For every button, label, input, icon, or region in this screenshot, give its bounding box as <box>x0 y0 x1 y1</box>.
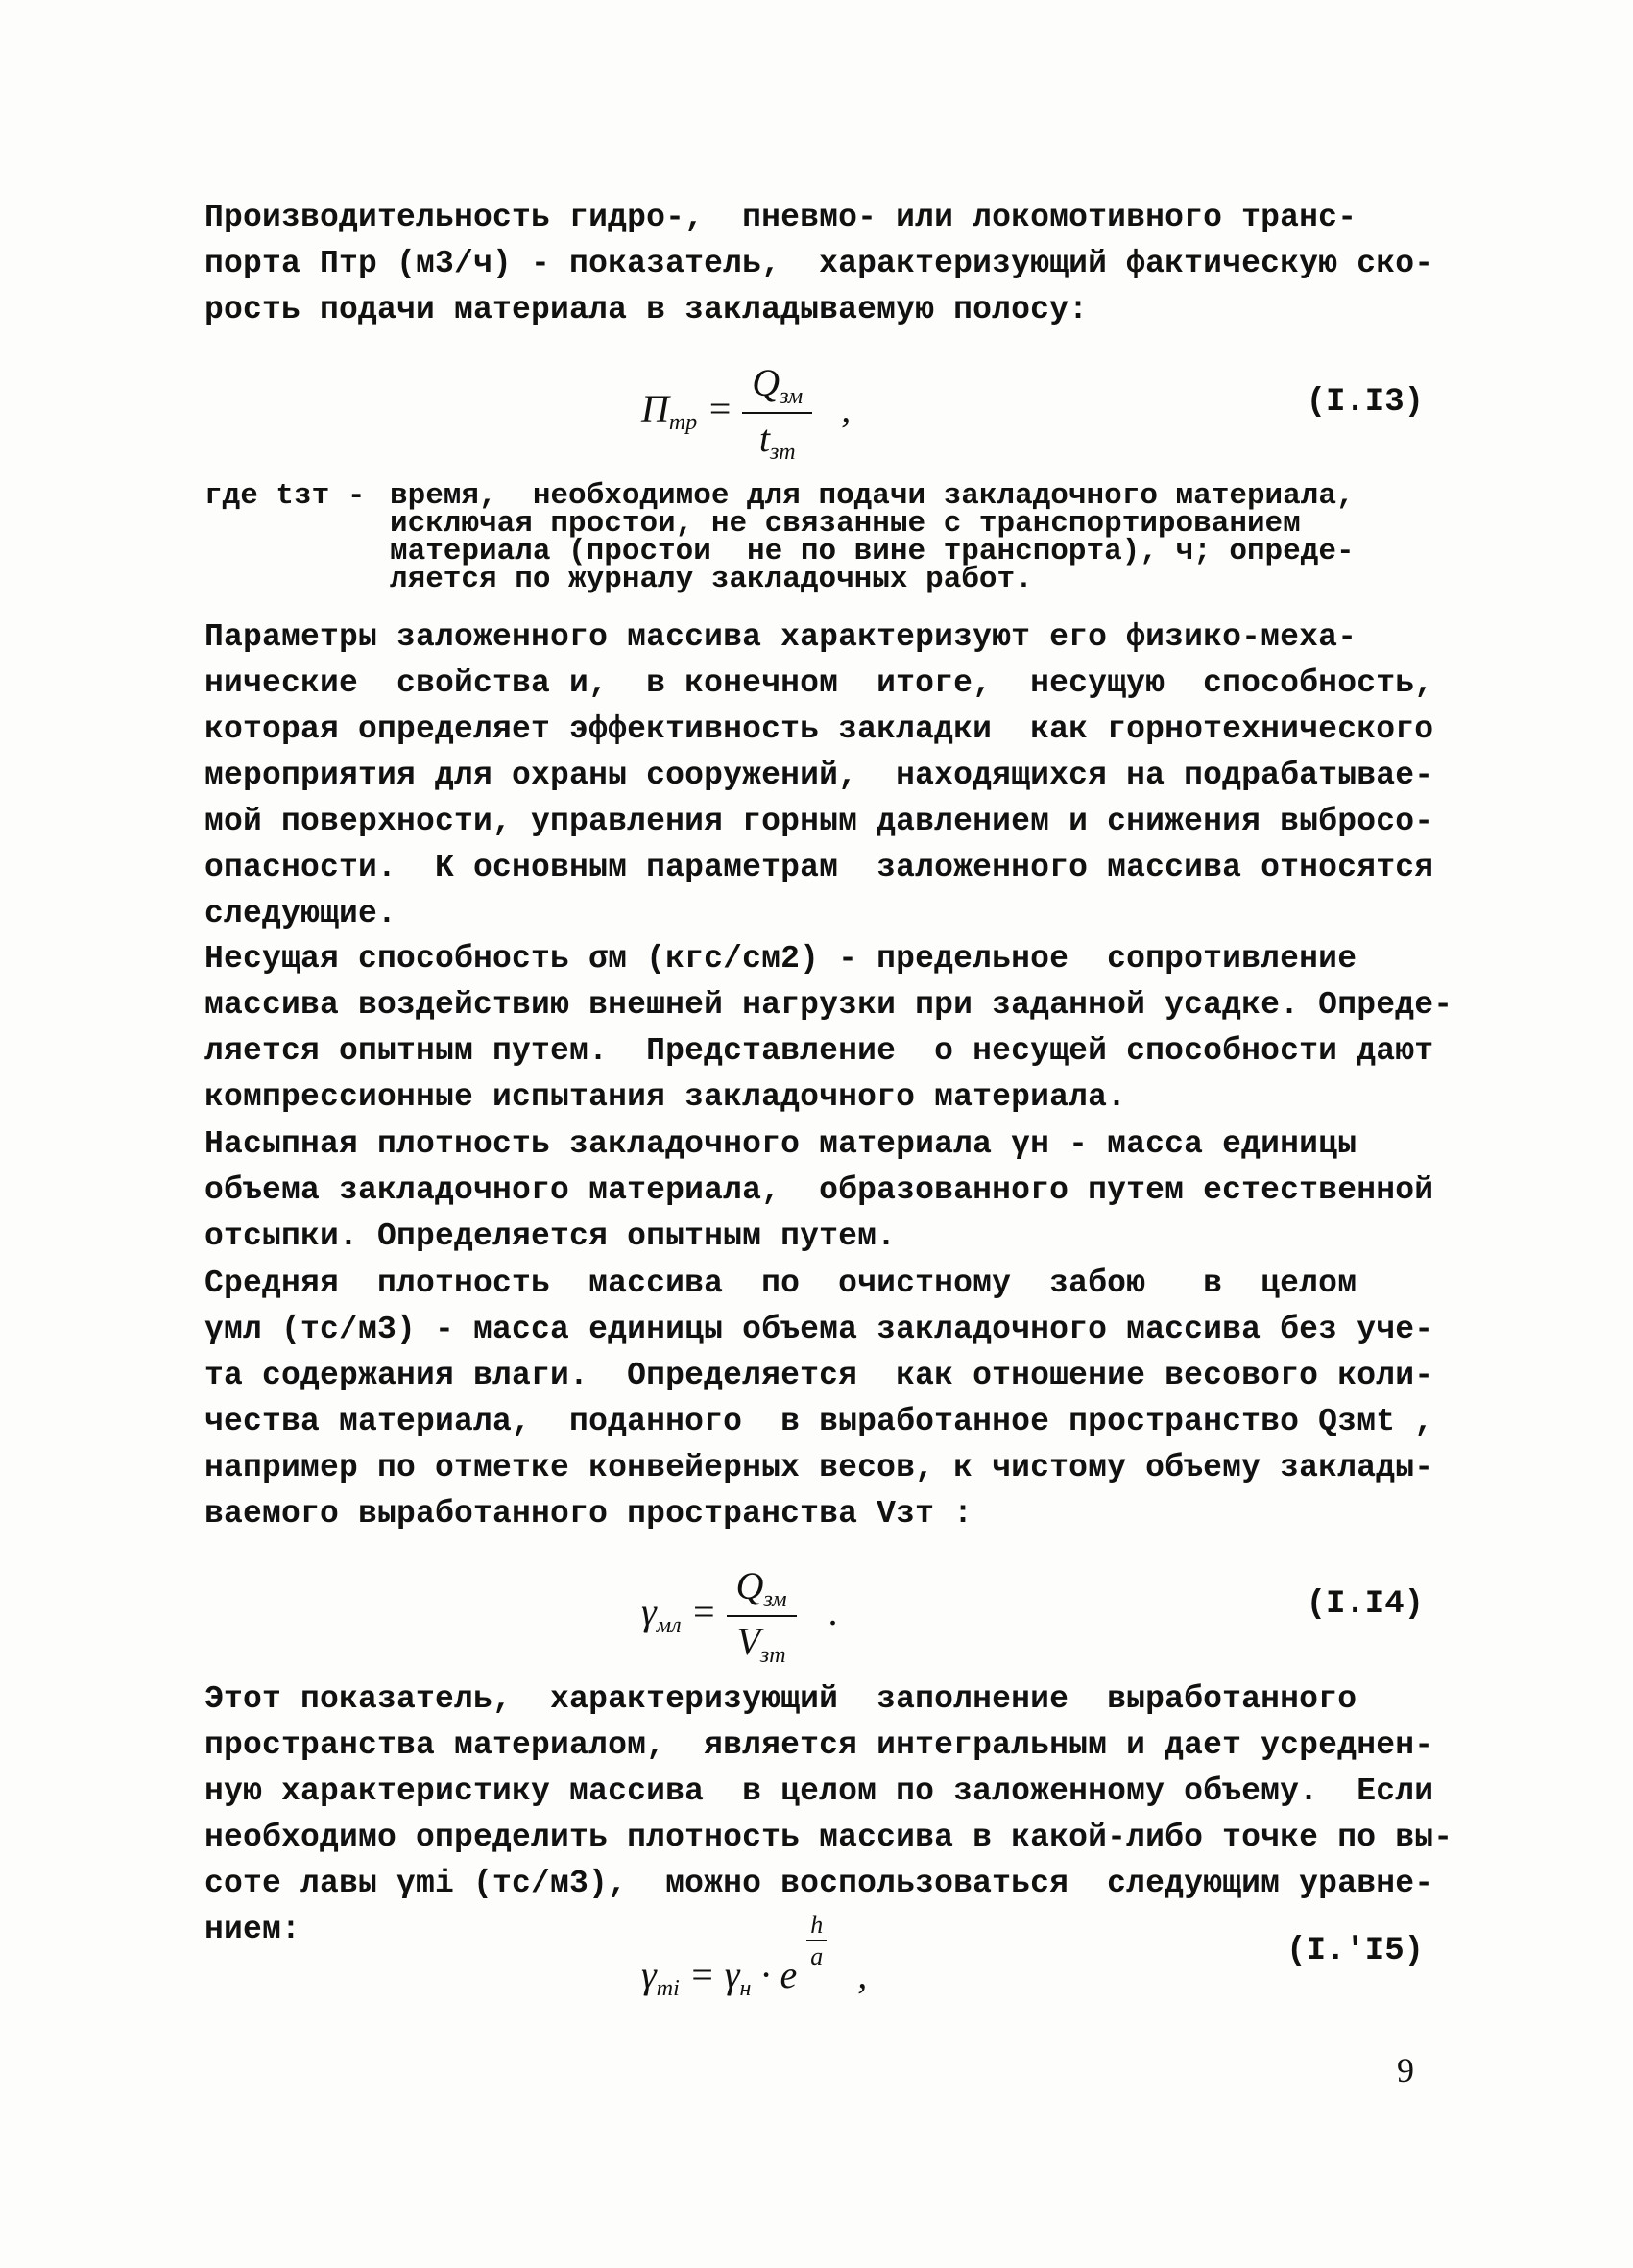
where-label: где tзт - <box>204 479 366 513</box>
formula-lhs: $\gamma_{мл}$ <box>641 1590 682 1639</box>
formula-lhs: $\gamma_{mi}$ <box>641 1953 680 2001</box>
text-line: мероприятия для охраны сооружений, находящихся на подрабатывае- <box>204 758 1434 793</box>
text-line: следующие. <box>204 896 397 931</box>
formula-1-13: $П_{тр}$ = $\frac{Q_{зм}}{t_{зт}}$ , <box>641 361 852 465</box>
text-line: соте лавы γmi (тс/м3), можно воспользоваться следующим уравне- <box>204 1866 1434 1901</box>
page-number: 9 <box>1397 2051 1414 2089</box>
exponent-fraction: $\frac{h}{a}$ <box>806 1911 827 1971</box>
text-line: ную характеристику массива в целом по заложенному объему. Если <box>204 1773 1434 1809</box>
text-line: массива воздействию внешней нагрузки при заданной усадке. Опреде- <box>204 987 1453 1023</box>
text-line: компрессионные испытания закладочного материала. <box>204 1079 1127 1115</box>
formula-1-15: $\gamma_{mi} = \gamma_н \cdot e$ $\frac{h}{a}$ , <box>641 1911 868 2001</box>
text-line: исключая простои, не связанные с транспортированием <box>390 507 1301 541</box>
text-line: необходимо определить плотность массива в какой-либо точке по вы- <box>204 1820 1453 1855</box>
paragraph-bearing-capacity <box>204 936 1453 1121</box>
equation-number-1-13: (I.I3) <box>1306 384 1424 421</box>
text-line: Средняя плотность массива по очистному забою в целом <box>204 1266 1357 1301</box>
text-line: ляется опытным путем. Представление о несущей способности дают <box>204 1033 1434 1069</box>
formula-lhs: $П_{тр}$ <box>641 387 698 436</box>
text-line: нические свойства и, в конечном итоге, несущую способность, <box>204 665 1434 701</box>
text-line: Несущая способность σм (кгс/см2) - предельное сопротивление <box>204 941 1357 977</box>
text-line: ляется по журналу закладочных работ. <box>390 563 1033 596</box>
text-line: Параметры заложенного массива характеризуют его физико-меха- <box>204 619 1357 655</box>
paragraph-transport-productivity <box>204 195 1434 333</box>
paragraph-average-density <box>204 1261 1434 1537</box>
text-line: нием: <box>204 1912 301 1947</box>
formula-rhs: $\gamma_н$ <box>724 1953 752 2001</box>
text-line: отсыпки. Определяется опытным путем. <box>204 1218 897 1254</box>
text-line: чества материала, поданного в выработанное пространство Qзмt , <box>204 1404 1434 1439</box>
text-line: Этот показатель, характеризующий заполнение выработанного <box>204 1681 1357 1717</box>
text-line: та содержания влаги. Определяется как отношение весового коли- <box>204 1358 1434 1393</box>
text-line: время, необходимое для подачи закладочного материала, <box>390 479 1355 513</box>
text-line: например по отметке конвейерных весов, к чистому объему заклады- <box>204 1450 1434 1485</box>
text-line: порта Птр (м3/ч) - показатель, характеризующий фактическую ско- <box>204 246 1434 281</box>
text-line: материала (простои не по вине транспорта), ч; опреде- <box>390 535 1355 568</box>
text-line: пространства материалом, является интегральным и дает усреднен- <box>204 1727 1434 1763</box>
text-line: Производительность гидро-, пневмо- или локомотивного транс- <box>204 200 1357 235</box>
equation-number-1-15: (I.'I5) <box>1286 1933 1424 1969</box>
text-line: опасности. К основным параметрам заложенного массива относятся <box>204 850 1434 885</box>
formula-fraction: $\frac{Q_{зм}}{V_{зт}}$ <box>727 1563 797 1669</box>
text-line: Насыпная плотность закладочного материала γн - масса единицы <box>204 1126 1357 1162</box>
text-line: рость подачи материала в закладываемую полосу: <box>204 292 1089 327</box>
equation-number-1-14: (I.I4) <box>1306 1586 1424 1623</box>
paragraph-massif-parameters <box>204 615 1434 937</box>
formula-1-14: $\gamma_{мл}$ = $\frac{Q_{зм}}{V_{зт}}$ . <box>641 1564 839 1668</box>
paragraph-bulk-density <box>204 1122 1434 1260</box>
text-line: ваемого выработанного пространства Vзт : <box>204 1496 973 1532</box>
text-line: которая определяет эффективность закладки как горнотехнического <box>204 712 1434 747</box>
text-line: объема закладочного материала, образованного путем естественной <box>204 1172 1434 1208</box>
text-line: γмл (тс/м3) - масса единицы объема закладочного массива без уче- <box>204 1312 1434 1347</box>
formula-fraction: $\frac{Q_{зм}}{t_{зт}}$ <box>742 360 812 466</box>
text-line: мой поверхности, управления горным давлением и снижения выбросо- <box>204 804 1434 839</box>
